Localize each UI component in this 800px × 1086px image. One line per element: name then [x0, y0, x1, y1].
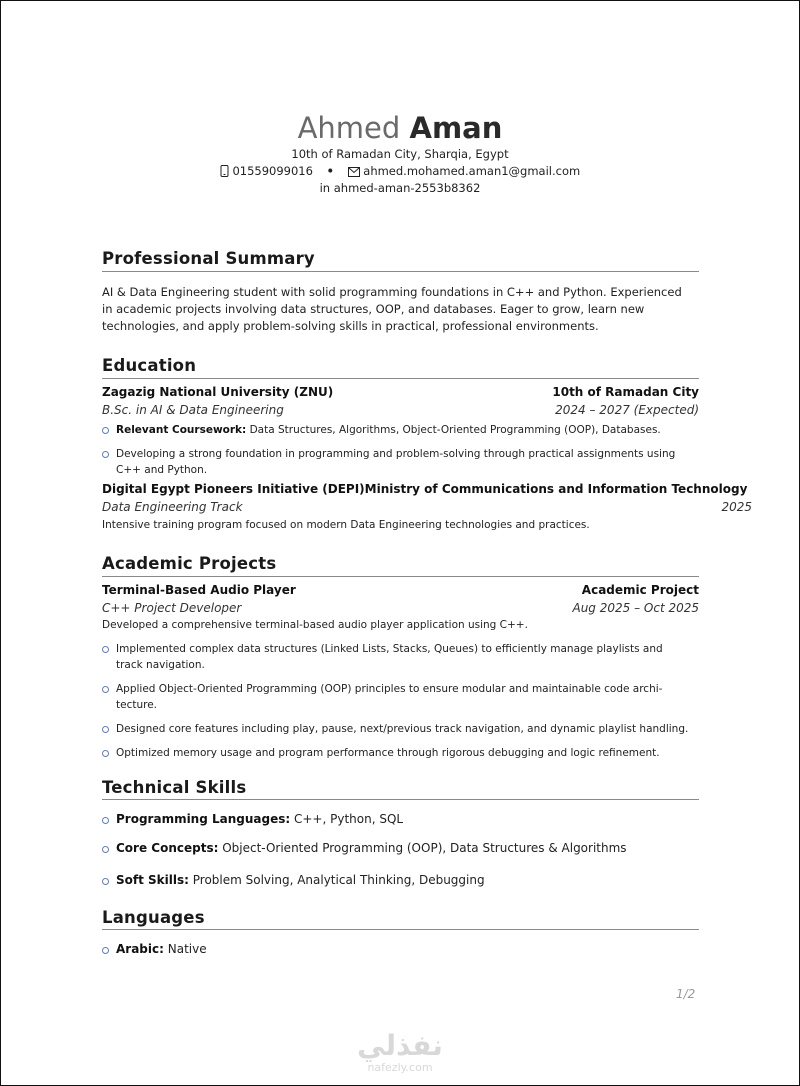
- circle-bullet-icon: [102, 748, 111, 757]
- project-dates: Aug 2025 – Oct 2025: [572, 601, 699, 615]
- circle-bullet-icon: [102, 876, 111, 885]
- envelope-icon: [348, 167, 360, 177]
- phone-icon: [220, 165, 229, 177]
- project-type: Academic Project: [581, 583, 699, 597]
- project-bullet-2-line-2: tecture.: [116, 699, 158, 711]
- project-bullet-1-line-1: Implemented complex data structures (Linked Lists, Stacks, Queues) to efficiently manage playlists and: [116, 643, 663, 655]
- contact-line: [0, 163, 800, 179]
- coursework-item: [116, 422, 661, 438]
- project-name: Terminal-Based Audio Player: [102, 583, 296, 597]
- project-bullet-4: Optimized memory usage and program performance through rigorous debugging and logic refinement.: [116, 747, 660, 759]
- section-title-projects: Academic Projects: [102, 554, 277, 573]
- section-rule: [102, 799, 699, 800]
- linkedin-line: [0, 180, 800, 196]
- project-bullet-2-line-1: Applied Object-Oriented Programming (OOP) principles to ensure modular and maintainable code archi-: [116, 683, 663, 695]
- coursework-label: Relevant Coursework:: [116, 424, 247, 436]
- university-name: Zagazig National University (ZNU): [102, 385, 334, 399]
- summary-line-2: in academic projects involving data structures, OOP, and databases. Eager to grow, learn new: [102, 302, 645, 316]
- project-role: C++ Project Developer: [102, 601, 242, 615]
- watermark-url: nafezly.com: [367, 1061, 433, 1074]
- language-arabic: [116, 941, 207, 957]
- skill-core-value: Object-Oriented Programming (OOP), Data Structures & Algorithms: [218, 841, 627, 855]
- summary-line-1: AI & Data Engineering student with solid programming foundations in C++ and Python. Experienced: [102, 285, 682, 299]
- phone-number[interactable]: 01559099016: [232, 164, 313, 178]
- foundation-line-2: C++ and Python.: [116, 464, 208, 476]
- language-arabic-label: Arabic:: [116, 942, 164, 956]
- degree: B.Sc. in AI & Data Engineering: [102, 403, 284, 417]
- skill-soft-label: Soft Skills:: [116, 873, 189, 887]
- section-rule: [102, 576, 699, 577]
- circle-bullet-icon: [102, 945, 111, 954]
- circle-bullet-icon: [102, 425, 111, 434]
- section-rule: [102, 929, 699, 930]
- circle-bullet-icon: [102, 724, 111, 733]
- circle-bullet-icon: [102, 844, 111, 853]
- depi-name: Digital Egypt Pioneers Initiative (DEPI)Ministry of Communications and Information Technology: [102, 482, 748, 496]
- circle-bullet-icon: [102, 644, 111, 653]
- project-description: Developed a comprehensive terminal-based audio player application using C++.: [102, 619, 528, 631]
- university-location: 10th of Ramadan City: [552, 385, 699, 399]
- separator-dot: •: [326, 164, 334, 178]
- skill-soft: [116, 872, 485, 888]
- depi-description: Intensive training program focused on modern Data Engineering technologies and practices.: [102, 519, 590, 531]
- linkedin-link[interactable]: ahmed-aman-2553b8362: [333, 181, 481, 195]
- coursework-text: Data Structures, Algorithms, Object-Oriented Programming (OOP), Databases.: [246, 424, 661, 436]
- skill-core: [116, 840, 627, 856]
- last-name: Aman: [409, 111, 503, 145]
- section-title-summary: Professional Summary: [102, 249, 315, 268]
- linkedin-icon: in: [319, 181, 331, 195]
- first-name: Ahmed: [297, 111, 401, 145]
- summary-line-3: technologies, and apply problem-solving skills in practical, professional environments.: [102, 319, 599, 333]
- degree-dates: 2024 – 2027 (Expected): [555, 403, 699, 417]
- circle-bullet-icon: [102, 684, 111, 693]
- section-rule: [102, 378, 699, 379]
- circle-bullet-icon: [102, 815, 111, 824]
- circle-bullet-icon: [102, 449, 111, 458]
- project-bullet-3: Designed core features including play, pause, next/previous track navigation, and dynamic playlist handling.: [116, 723, 689, 735]
- language-arabic-value: Native: [163, 942, 207, 956]
- skill-programming-label: Programming Languages:: [116, 812, 291, 826]
- skill-soft-value: Problem Solving, Analytical Thinking, Debugging: [188, 873, 485, 887]
- page-number: 1/2: [676, 987, 696, 1001]
- resume-name: [0, 110, 800, 146]
- project-bullet-1-line-2: track navigation.: [116, 659, 205, 671]
- skill-core-label: Core Concepts:: [116, 841, 219, 855]
- email-link[interactable]: ahmed.mohamed.aman1@gmail.com: [363, 164, 581, 178]
- section-title-languages: Languages: [102, 908, 205, 927]
- foundation-line-1: Developing a strong foundation in programming and problem-solving through practical assignments using: [116, 448, 676, 460]
- section-title-education: Education: [102, 356, 197, 375]
- watermark: [330, 1030, 470, 1074]
- address: 10th of Ramadan City, Sharqia, Egypt: [291, 147, 509, 161]
- depi-track: Data Engineering Track: [102, 500, 243, 514]
- skill-programming-value: C++, Python, SQL: [290, 812, 404, 826]
- skill-programming: [116, 811, 403, 827]
- watermark-logo: نفذلي: [357, 1029, 443, 1062]
- section-title-skills: Technical Skills: [102, 778, 247, 797]
- section-rule: [102, 271, 699, 272]
- depi-year: 2025: [721, 500, 752, 514]
